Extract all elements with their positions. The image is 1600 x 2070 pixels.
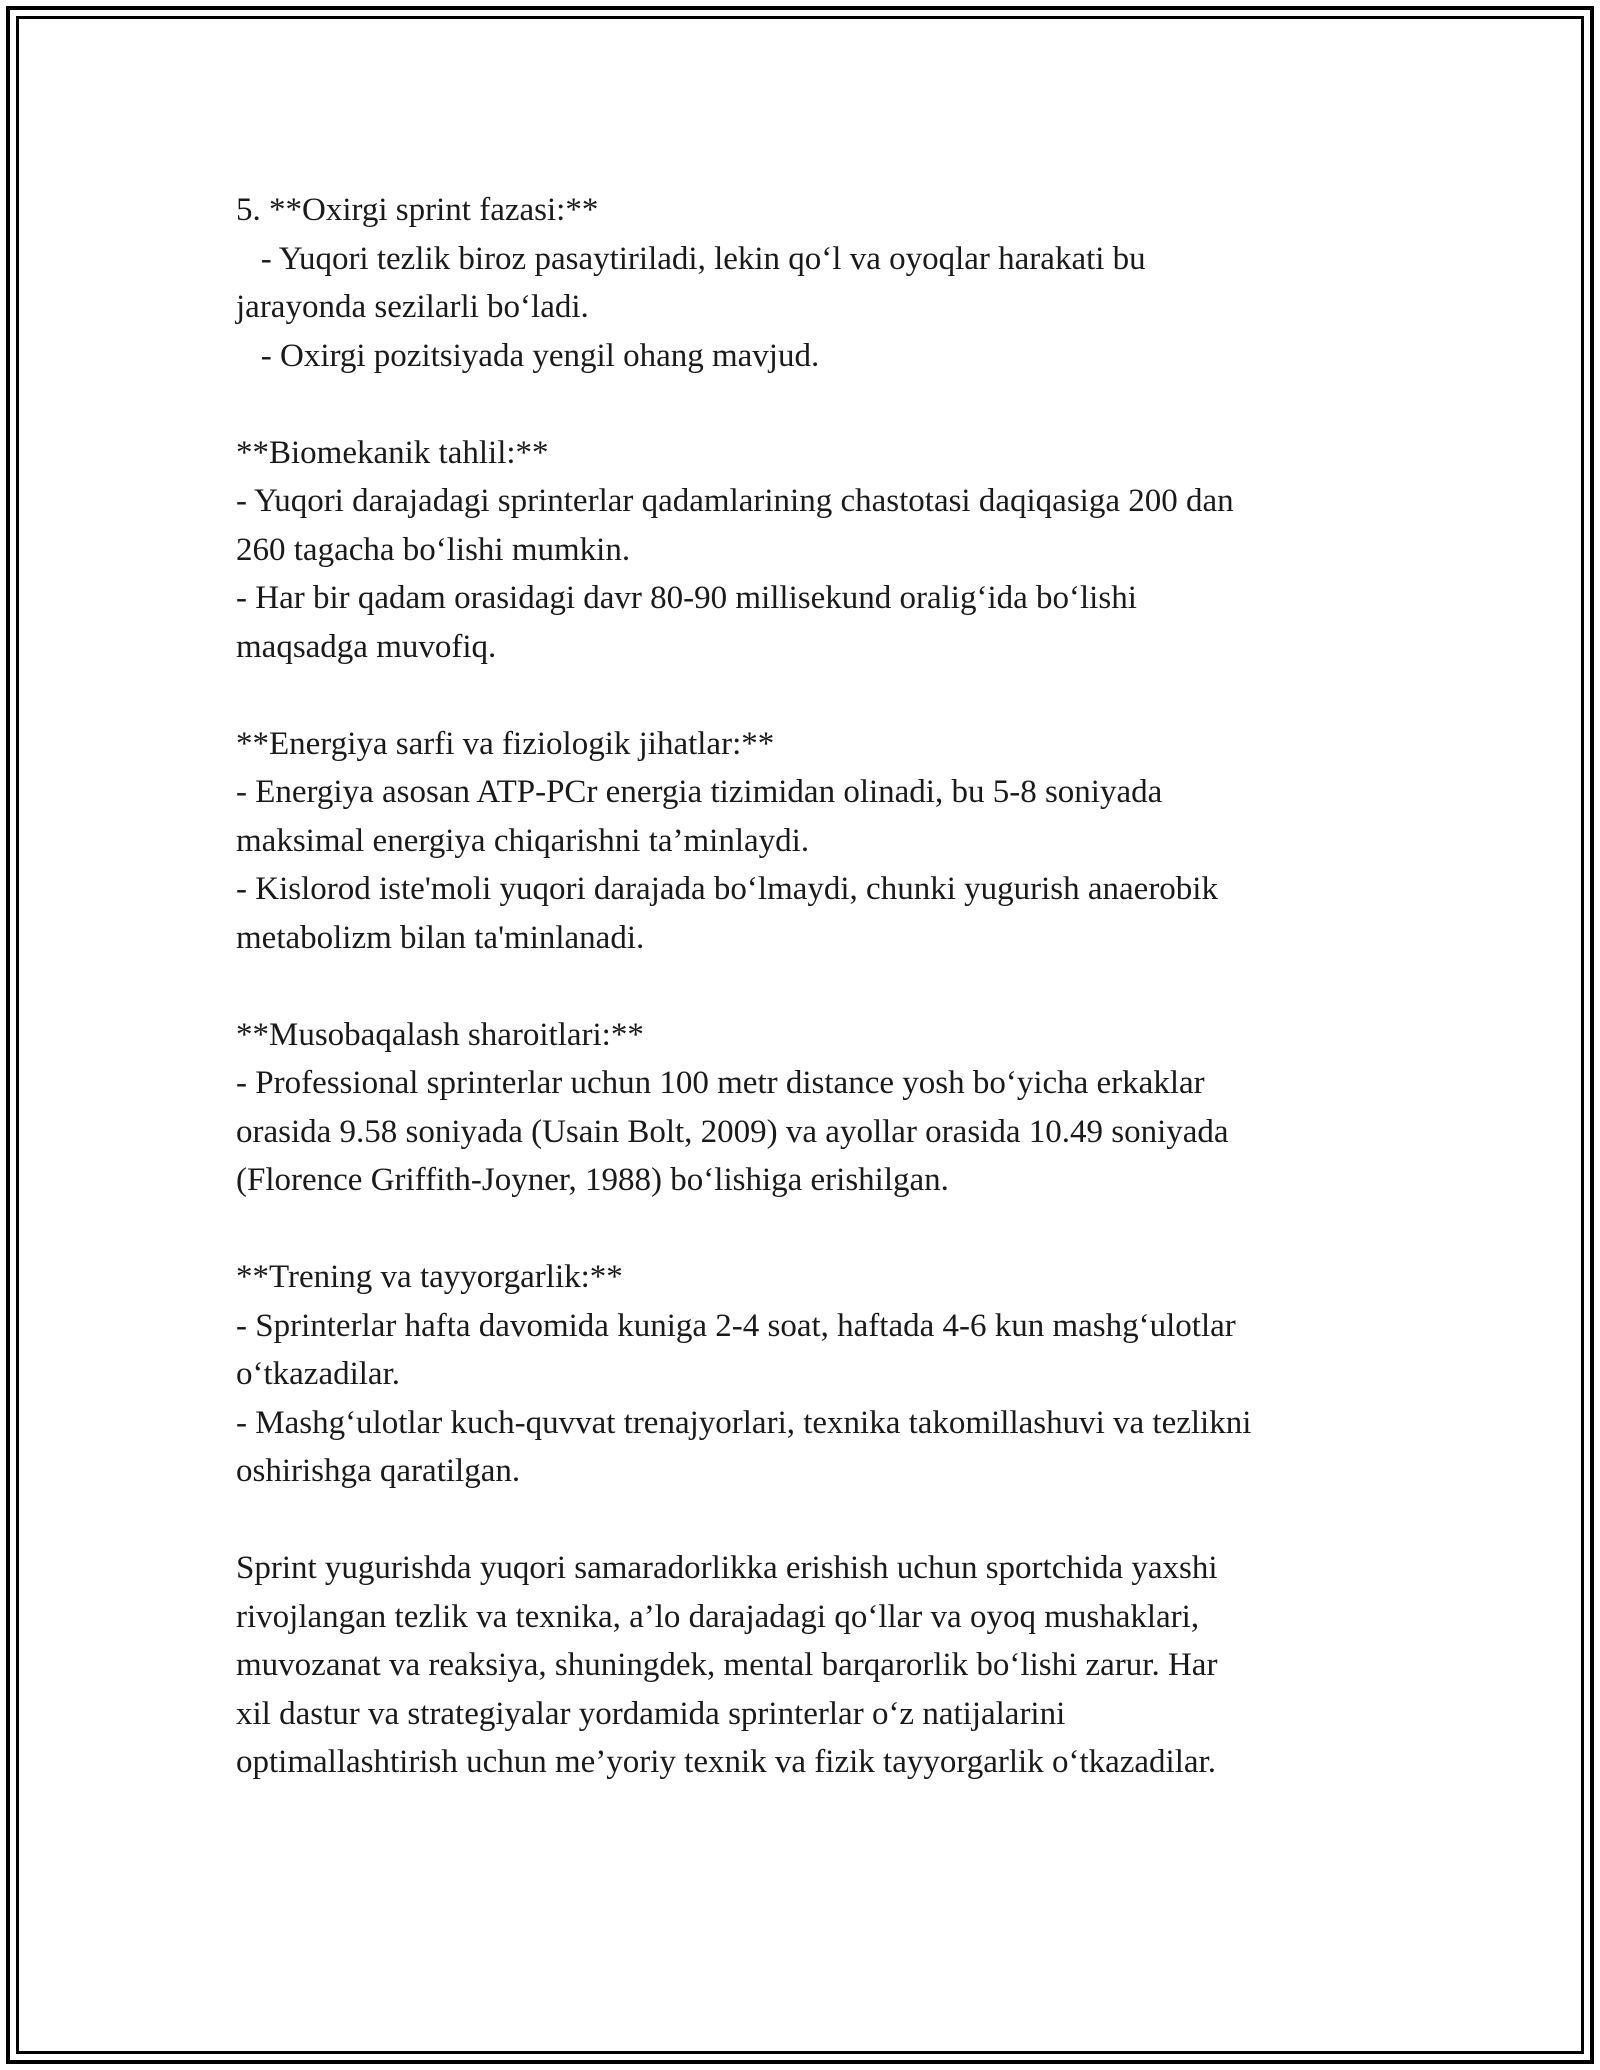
section-heading: **Musobaqalash sharoitlari:** xyxy=(236,1016,644,1053)
paragraph-line: muvozanat va reaksiya, shuningdek, mental barqarorlik bo‘lishi zarur. Har xyxy=(236,1647,1218,1683)
list-item-continuation: (Florence Griffith-Joyner, 1988) bo‘lishiga erishilgan. xyxy=(236,1162,949,1198)
list-item-continuation: orasida 9.58 soniyada (Usain Bolt, 2009) va ayollar orasida 10.49 soniyada xyxy=(236,1113,1229,1150)
section-heading: **Trening va tayyorgarlik:** xyxy=(236,1259,623,1295)
paragraph-spacer xyxy=(236,380,1376,429)
section-energy-physiology xyxy=(236,720,1376,963)
list-item-continuation: maksimal energiya chiqarishni ta’minlaydi. xyxy=(236,822,810,859)
list-item-continuation: 260 tagacha bo‘lishi mumkin. xyxy=(236,531,631,568)
section-training-preparation xyxy=(236,1253,1376,1496)
paragraph-line: rivojlangan tezlik va texnika, a’lo darajadagi qo‘llar va oyoq mushaklari, xyxy=(236,1598,1200,1635)
paragraph-spacer xyxy=(236,1205,1376,1254)
section-competition-conditions xyxy=(236,1011,1376,1205)
list-item-continuation: jarayonda sezilarli bo‘ladi. xyxy=(236,289,589,325)
list-item: - Yuqori tezlik biroz pasaytiriladi, lekin qo‘l va oyoqlar harakati bu xyxy=(236,240,1146,277)
list-item-continuation: o‘tkazadilar. xyxy=(236,1356,401,1392)
conclusion-paragraph xyxy=(236,1544,1376,1787)
section-biomechanical-analysis xyxy=(236,429,1376,672)
list-item-continuation: maqsadga muvofiq. xyxy=(236,628,497,665)
section-final-sprint-phase xyxy=(236,186,1376,380)
list-item-continuation: metabolizm bilan ta'minlanadi. xyxy=(236,919,645,956)
list-item-continuation: oshirishga qaratilgan. xyxy=(236,1453,521,1489)
paragraph-spacer xyxy=(236,962,1376,1011)
paragraph-line: Sprint yugurishda yuqori samaradorlikka erishish uchun sportchida yaxshi xyxy=(236,1550,1218,1586)
section-heading: **Energiya sarfi va fiziologik jihatlar:** xyxy=(236,725,775,762)
list-item: - Har bir qadam orasidagi davr 80-90 millisekund oralig‘ida bo‘lishi xyxy=(236,580,1137,616)
paragraph-line: optimallashtirish uchun me’yoriy texnik va fizik tayyorgarlik o‘tkazadilar. xyxy=(236,1744,1216,1780)
paragraph-spacer xyxy=(236,671,1376,720)
paragraph-line: xil dastur va strategiyalar yordamida sprinterlar o‘z natijalarini xyxy=(236,1695,1066,1732)
list-item: - Kislorod iste'moli yuqori darajada bo‘lmaydi, chunki yugurish anaerobik xyxy=(236,871,1218,907)
paragraph-spacer xyxy=(236,1496,1376,1545)
section-heading: 5. **Oxirgi sprint fazasi:** xyxy=(236,192,599,228)
list-item: - Oxirgi pozitsiyada yengil ohang mavjud. xyxy=(236,337,820,374)
document-body xyxy=(236,186,1376,1787)
section-heading: **Biomekanik tahlil:** xyxy=(236,434,549,471)
list-item: - Yuqori darajadagi sprinterlar qadamlarining chastotasi daqiqasiga 200 dan xyxy=(236,483,1234,519)
list-item: - Professional sprinterlar uchun 100 metr distance yosh bo‘yicha erkaklar xyxy=(236,1065,1205,1101)
list-item: - Sprinterlar hafta davomida kuniga 2-4 soat, haftada 4-6 kun mashg‘ulotlar xyxy=(236,1307,1236,1344)
list-item: - Mashg‘ulotlar kuch-quvvat trenajyorlari, texnika takomillashuvi va tezlikni xyxy=(236,1404,1252,1441)
list-item: - Energiya asosan ATP-PCr energia tizimidan olinadi, bu 5-8 soniyada xyxy=(236,774,1163,810)
